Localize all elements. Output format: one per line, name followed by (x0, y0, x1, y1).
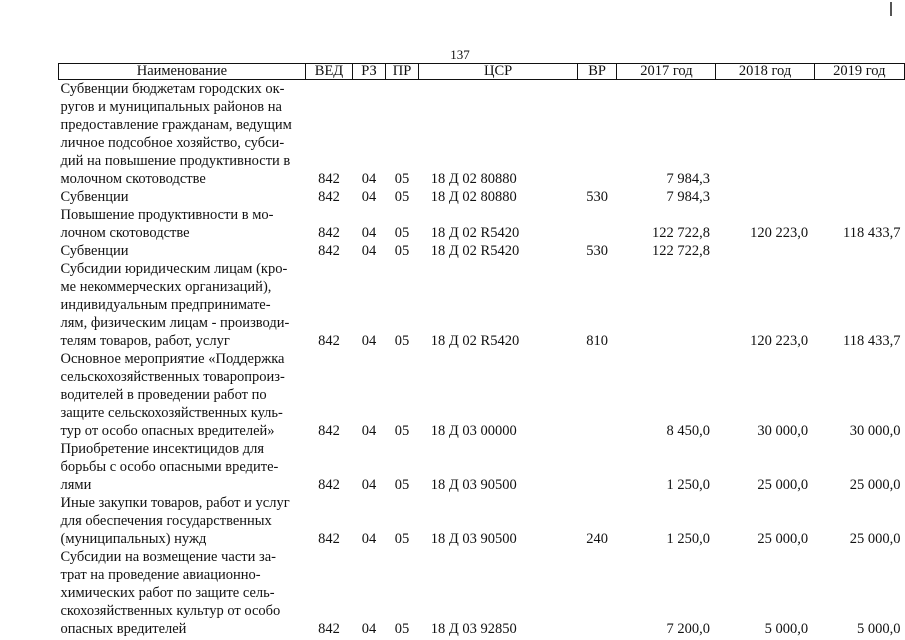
header-2018: 2018 год (716, 64, 814, 80)
row-name-line: Повышение продуктивности в мо- (60, 207, 274, 223)
cell-vr: 240 (586, 531, 609, 547)
row-name (59, 206, 306, 242)
table-row (59, 206, 905, 242)
row-name-line: Субвенции (60, 189, 129, 205)
cell-2017: 7 984,3 (666, 171, 710, 187)
cell-2017: 1 250,0 (666, 531, 710, 547)
row-name-line: (муниципальных) нужд (60, 531, 207, 547)
cell-vr: 810 (586, 333, 609, 349)
row-name-line: для обеспечения государственных (60, 513, 272, 529)
header-csr: ЦСР (419, 64, 578, 80)
cell-rz: 04 (361, 333, 377, 349)
header-2019: 2019 год (814, 64, 904, 80)
row-name (59, 494, 306, 548)
cell-pr: 05 (394, 531, 410, 547)
header-rz: РЗ (353, 64, 386, 80)
row-name (59, 260, 306, 350)
cell-pr: 05 (394, 477, 410, 493)
cell-ved: 842 (318, 333, 340, 349)
cell-2019: 25 000,0 (849, 477, 901, 493)
row-name-line: химических работ по защите сель- (60, 585, 275, 601)
row-name-line: Субсидии на возмещение части за- (60, 549, 276, 565)
cell-csr: 18 Д 02 80880 (430, 171, 517, 187)
cell-2019: 5 000,0 (857, 621, 901, 637)
cell-2019 (814, 188, 904, 206)
cell-csr: 18 Д 03 90500 (430, 531, 517, 547)
row-name-line: дий на повышение продуктивности в (60, 153, 291, 169)
cell-ved: 842 (318, 621, 340, 637)
cell-ved: 842 (318, 171, 340, 187)
row-name-line: ругов и муниципальных районов на (60, 99, 282, 115)
cell-2017: 1 250,0 (666, 477, 710, 493)
row-name-line: опасных вредителей (60, 621, 187, 637)
row-name-line: Иные закупки товаров, работ и услуг (60, 495, 290, 511)
cell-vr (577, 206, 616, 242)
cell-rz: 04 (361, 423, 377, 439)
row-name-line: ме некоммерческих организаций), (60, 279, 272, 295)
cell-ved: 842 (318, 477, 340, 493)
cell-2017: 7 200,0 (666, 621, 710, 637)
cell-2017: 7 984,3 (666, 189, 710, 205)
cell-csr: 18 Д 03 90500 (430, 477, 517, 493)
cell-csr: 18 Д 03 92850 (430, 621, 517, 637)
cell-2018 (716, 242, 814, 260)
cell-2018: 25 000,0 (757, 531, 809, 547)
header-pr: ПР (385, 64, 419, 80)
row-name-line: лочном скотоводстве (60, 225, 190, 241)
row-name-line: Субсидии юридическим лицам (кро- (60, 261, 288, 277)
cell-2018: 25 000,0 (757, 477, 809, 493)
header-name: Наименование (59, 64, 306, 80)
row-name-line: Субвенции бюджетам городских ок- (60, 81, 285, 97)
cell-pr: 05 (394, 621, 410, 637)
cell-pr: 05 (394, 171, 410, 187)
cell-vr (577, 548, 616, 638)
cell-2019 (814, 242, 904, 260)
row-name-line: тур от особо опасных вредителей» (60, 423, 275, 439)
row-name (59, 242, 306, 260)
cell-ved: 842 (318, 531, 340, 547)
row-name-line: сельскохозяйственных товаропроиз- (60, 369, 285, 385)
cell-ved: 842 (318, 189, 340, 205)
table-row (59, 440, 905, 494)
table-row (59, 188, 905, 206)
cell-2018 (716, 80, 814, 189)
cell-2018: 120 223,0 (750, 225, 809, 241)
cell-2017: 122 722,8 (651, 225, 710, 241)
budget-table (58, 63, 905, 638)
table-row (59, 260, 905, 350)
scan-edge-mark (890, 2, 892, 16)
cell-2019: 118 433,7 (843, 333, 901, 349)
cell-rz: 04 (361, 225, 377, 241)
table-header-row (59, 64, 905, 80)
cell-vr (577, 80, 616, 189)
cell-vr: 530 (586, 189, 609, 205)
row-name-line: скохозяйственных культур от особо (60, 603, 281, 619)
cell-pr: 05 (394, 225, 410, 241)
table-row (59, 350, 905, 440)
row-name (59, 188, 306, 206)
cell-vr: 530 (586, 243, 609, 259)
cell-2018: 5 000,0 (764, 621, 809, 637)
cell-2019 (814, 80, 904, 189)
cell-pr: 05 (394, 423, 410, 439)
cell-ved: 842 (318, 225, 340, 241)
cell-2018: 30 000,0 (757, 423, 809, 439)
cell-ved: 842 (318, 243, 340, 259)
row-name (59, 350, 306, 440)
cell-csr: 18 Д 02 R5420 (430, 333, 520, 349)
row-name-line: лям, физическим лицам - производи- (60, 315, 290, 331)
row-name-line: борьбы с особо опасными вредите- (60, 459, 279, 475)
cell-2018: 120 223,0 (750, 333, 809, 349)
cell-2019: 30 000,0 (849, 423, 901, 439)
row-name-line: водителей в проведении работ по (60, 387, 267, 403)
row-name (59, 548, 306, 638)
cell-pr: 05 (394, 189, 410, 205)
cell-rz: 04 (361, 171, 377, 187)
row-name-line: трат на проведение авиационно- (60, 567, 261, 583)
row-name-line: лями (60, 477, 92, 493)
cell-2017: 8 450,0 (666, 423, 710, 439)
row-name-line: молочном скотоводстве (60, 171, 206, 187)
cell-csr: 18 Д 03 00000 (430, 423, 517, 439)
row-name (59, 80, 306, 189)
cell-pr: 05 (394, 333, 410, 349)
table-row (59, 548, 905, 638)
cell-vr (577, 440, 616, 494)
table-row (59, 494, 905, 548)
header-2017: 2017 год (617, 64, 716, 80)
row-name-line: Приобретение инсектицидов для (60, 441, 265, 457)
cell-csr: 18 Д 02 80880 (430, 189, 517, 205)
table-row (59, 242, 905, 260)
cell-2019: 118 433,7 (843, 225, 901, 241)
cell-rz: 04 (361, 243, 377, 259)
cell-2017 (617, 260, 716, 350)
cell-rz: 04 (361, 189, 377, 205)
cell-rz: 04 (361, 531, 377, 547)
cell-vr (577, 350, 616, 440)
cell-ved: 842 (318, 423, 340, 439)
cell-rz: 04 (361, 621, 377, 637)
cell-pr: 05 (394, 243, 410, 259)
row-name-line: индивидуальным предпринимате- (60, 297, 271, 313)
table-row (59, 80, 905, 189)
header-ved: ВЕД (305, 64, 352, 80)
page-number: 137 (450, 47, 470, 62)
row-name-line: Основное мероприятие «Поддержка (60, 351, 285, 367)
cell-csr: 18 Д 02 R5420 (430, 225, 520, 241)
cell-2018 (716, 188, 814, 206)
row-name (59, 440, 306, 494)
cell-rz: 04 (361, 477, 377, 493)
row-name-line: предоставление гражданам, ведущим (60, 117, 292, 133)
table-body (59, 80, 905, 639)
cell-2019: 25 000,0 (849, 531, 901, 547)
cell-2017: 122 722,8 (651, 243, 710, 259)
row-name-line: защите сельскохозяйственных куль- (60, 405, 283, 421)
row-name-line: личное подсобное хозяйство, субси- (60, 135, 285, 151)
cell-csr: 18 Д 02 R5420 (430, 243, 520, 259)
row-name-line: телям товаров, работ, услуг (60, 333, 230, 349)
header-vr: ВР (577, 64, 616, 80)
row-name-line: Субвенции (60, 243, 129, 259)
